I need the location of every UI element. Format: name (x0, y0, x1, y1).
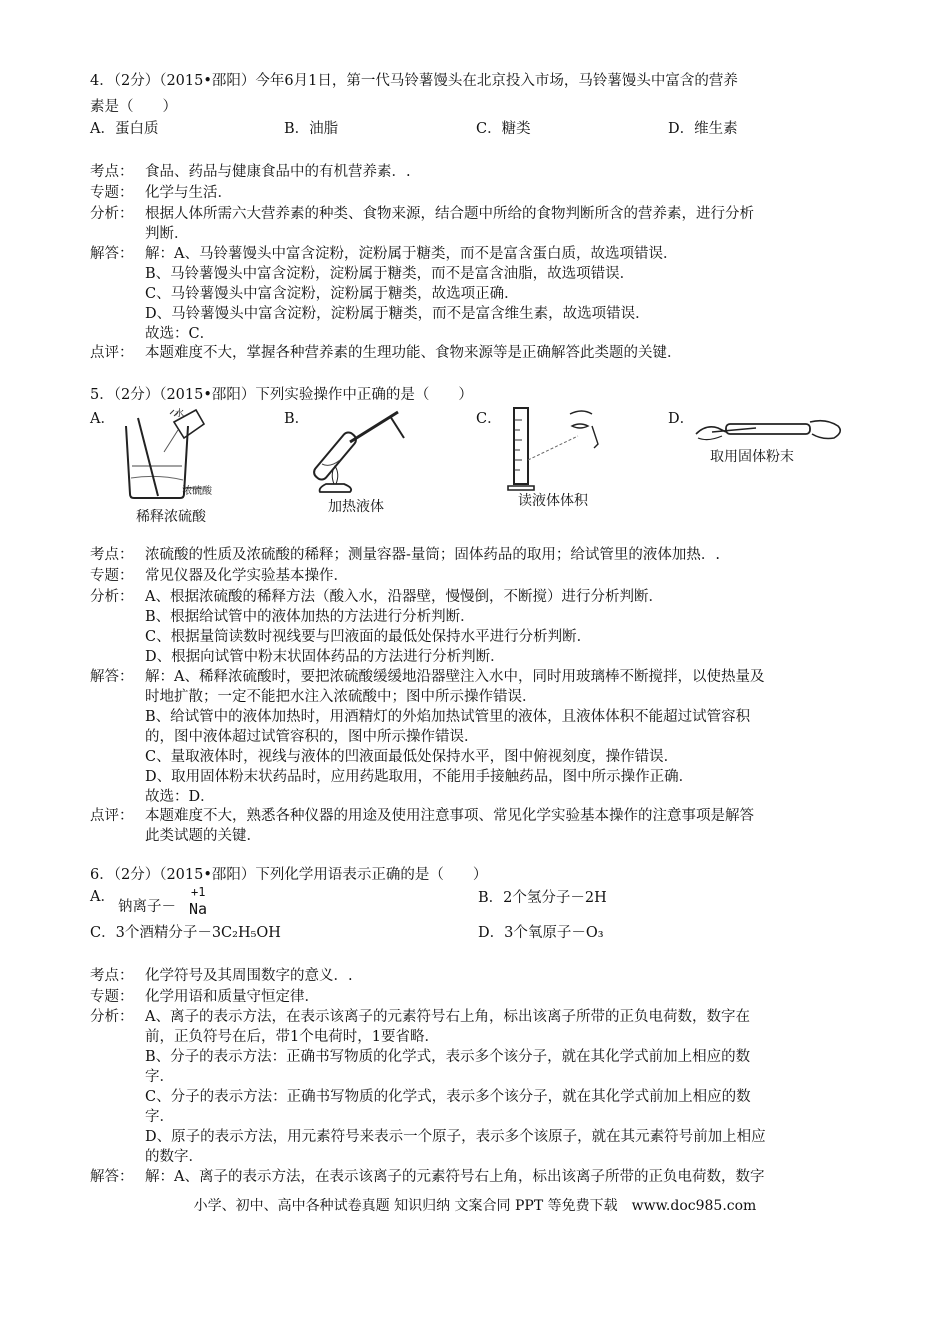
q5-fenxi-1: A、根据浓硫酸的稀释方法（酸入水，沿器壁，慢慢倒，不断搅）进行分析判断． (145, 589, 663, 605)
q5-jieda-label: 解答： (90, 669, 134, 685)
dilute-acid-figure-label: 浓硫酸 (182, 486, 212, 497)
q5-jieda-4: 的，图中液体超过试管容积的，图中所示操作错误． (145, 729, 479, 745)
q4-zhuanti-label: 专题： (90, 185, 134, 201)
q4-option-c: C．糖类 (476, 121, 531, 137)
q6-jieda-1: 解：A、离子的表示方法，在表示该离子的元素符号右上角，标出该离子所带的正负电荷数，数字 (145, 1169, 765, 1185)
q5-jieda-5: C、量取液体时，视线与液体的凹液面最低处保持水平，图中俯视刻度，操作错误． (145, 749, 679, 765)
take-powder-figure (692, 410, 848, 446)
q6-option-a-sup: +1 (191, 885, 206, 899)
q6-option-b: B．2个氢分子－2H (478, 890, 607, 906)
q6-fenxi-6: 字． (145, 1109, 174, 1125)
page-footer: 小学、初中、高中各种试卷真题 知识归纳 文案合同 PPT 等免费下载 www.doc985.com (193, 1198, 757, 1214)
q5-jieda-3: B、给试管中的液体加热时，用酒精灯的外焰加热试管里的液体，且液体体积不能超过试管容积 (145, 709, 751, 725)
q4-option-a: A．蛋白质 (90, 121, 159, 137)
q4-dianping: 本题难度不大，掌握各种营养素的生理功能、食物来源等是正确解答此类题的关键． (145, 345, 682, 361)
q4-kaodian: 食品、药品与健康食品中的有机营养素．. (145, 164, 411, 180)
q6-kaodian: 化学符号及其周围数字的意义．. (145, 968, 353, 984)
q6-option-d: D．3个氧原子－O₃ (478, 925, 604, 941)
q6-fenxi-7: D、原子的表示方法，用元素符号来表示一个原子，表示多个该原子，就在其元素符号前加上相应 (145, 1129, 766, 1145)
q5-fenxi-4: D、根据向试管中粉末状固体药品的方法进行分析判断． (145, 649, 505, 665)
q6-kaodian-label: 考点： (90, 968, 134, 984)
q6-option-a-text: 钠离子－ (118, 899, 176, 915)
q5-option-c-letter: C． (476, 411, 502, 427)
q6-fenxi-label: 分析： (90, 1009, 134, 1025)
q4-jieda-2: B、马铃薯馒头中富含淀粉，淀粉属于糖类，而不是富含油脂，故选项错误． (145, 266, 635, 282)
q6-fenxi-1: A、离子的表示方法，在表示该离子的元素符号右上角，标出该离子所带的正负电荷数，数字在 (145, 1009, 750, 1025)
q5-dianping-label: 点评： (90, 808, 134, 824)
q6-fenxi-2: 前，正负符号在后，带1个电荷时，1要省略． (145, 1029, 439, 1045)
q6-fenxi-8: 的数字． (145, 1149, 203, 1165)
q6-zhuanti-label: 专题： (90, 989, 134, 1005)
q4-jieda-5: 故选：C． (145, 326, 215, 342)
q5-option-a-letter: A． (90, 411, 115, 427)
q6-jieda-label: 解答： (90, 1169, 134, 1185)
q4-zhuanti: 化学与生活． (145, 185, 232, 201)
q5-option-b-letter: B． (284, 411, 310, 427)
q4-fenxi-2: 判断． (145, 226, 189, 242)
q5-fenxi-3: C、根据量筒读数时视线要与凹液面的最低处保持水平进行分析判断． (145, 629, 592, 645)
q6-zhuanti: 化学用语和质量守恒定律． (145, 989, 319, 1005)
q4-jieda-4: D、马铃薯馒头中富含淀粉，淀粉属于糖类，而不是富含维生素，故选项错误． (145, 306, 650, 322)
q5-caption-b: 加热液体 (328, 499, 384, 515)
q4-jieda-1: 解：A、马铃薯馒头中富含淀粉，淀粉属于糖类，而不是富含蛋白质，故选项错误． (145, 246, 678, 262)
q5-kaodian-label: 考点： (90, 547, 134, 563)
q5-caption-a: 稀释浓硫酸 (136, 509, 206, 525)
heat-liquid-figure (300, 408, 410, 494)
q4-stem-line2: 素是（ ） (90, 99, 177, 115)
dilute-acid-figure (118, 408, 238, 504)
q4-stem-line1: 4．（2分）（2015•邵阳）今年6月1日，第一代马铃薯馒头在北京投入市场，马铃薯馒头中富含的营养 (90, 73, 738, 89)
q6-option-a-letter: A． (90, 889, 115, 905)
q6-fenxi-5: C、分子的表示方法：正确书写物质的化学式，表示多个该分子，就在其化学式前加上相应的数 (145, 1089, 751, 1105)
q5-kaodian: 浓硫酸的性质及浓硫酸的稀释；测量容器-量筒；固体药品的取用；给试管里的液体加热．. (145, 547, 721, 563)
q4-fenxi-label: 分析： (90, 206, 134, 222)
dilute-acid-figure-water-label: 水 (175, 409, 185, 419)
q6-fenxi-3: B、分子的表示方法：正确书写物质的化学式，表示多个该分子，就在其化学式前加上相应的数 (145, 1049, 751, 1065)
q5-stem: 5．（2分）（2015•邵阳）下列实验操作中正确的是（ ） (90, 387, 473, 403)
read-volume-figure (500, 402, 620, 492)
q5-jieda-7: 故选：D． (145, 789, 215, 805)
q4-option-d: D．维生素 (668, 121, 738, 137)
q6-option-a-symbol: Na (189, 900, 208, 918)
q5-jieda-6: D、取用固体粉末状药品时，应用药匙取用，不能用手接触药品，图中所示操作正确． (145, 769, 694, 785)
q5-dianping-1: 本题难度不大，熟悉各种仪器的用途及使用注意事项、常见化学实验基本操作的注意事项是解答 (145, 808, 754, 824)
q4-kaodian-label: 考点： (90, 164, 134, 180)
q5-jieda-1: 解：A、稀释浓硫酸时，要把浓硫酸缓缓地沿器壁注入水中，同时用玻璃棒不断搅拌，以使热量及 (145, 669, 765, 685)
q5-fenxi-label: 分析： (90, 589, 134, 605)
q5-zhuanti: 常见仪器及化学实验基本操作． (145, 568, 348, 584)
q6-stem: 6．（2分）（2015•邵阳）下列化学用语表示正确的是（ ） (90, 867, 488, 883)
q5-zhuanti-label: 专题： (90, 568, 134, 584)
q4-option-b: B．油脂 (284, 121, 339, 137)
q5-jieda-2: 时地扩散；一定不能把水注入浓硫酸中；图中所示操作错误． (145, 689, 537, 705)
q5-caption-c: 读液体体积 (518, 493, 588, 509)
q4-jieda-3: C、马铃薯馒头中富含淀粉，淀粉属于糖类，故选项正确． (145, 286, 519, 302)
q5-option-d-letter: D． (668, 411, 695, 427)
q5-dianping-2: 此类试题的关键． (145, 828, 261, 844)
q6-fenxi-4: 字． (145, 1069, 174, 1085)
q4-jieda-label: 解答： (90, 246, 134, 262)
q5-caption-d: 取用固体粉末 (710, 449, 794, 465)
q4-dianping-label: 点评： (90, 345, 134, 361)
q6-option-c: C．3个酒精分子－3C₂H₅OH (90, 925, 281, 941)
q4-fenxi-1: 根据人体所需六大营养素的种类、食物来源，结合题中所给的食物判断所含的营养素，进行分析 (145, 206, 754, 222)
q5-fenxi-2: B、根据给试管中的液体加热的方法进行分析判断． (145, 609, 475, 625)
